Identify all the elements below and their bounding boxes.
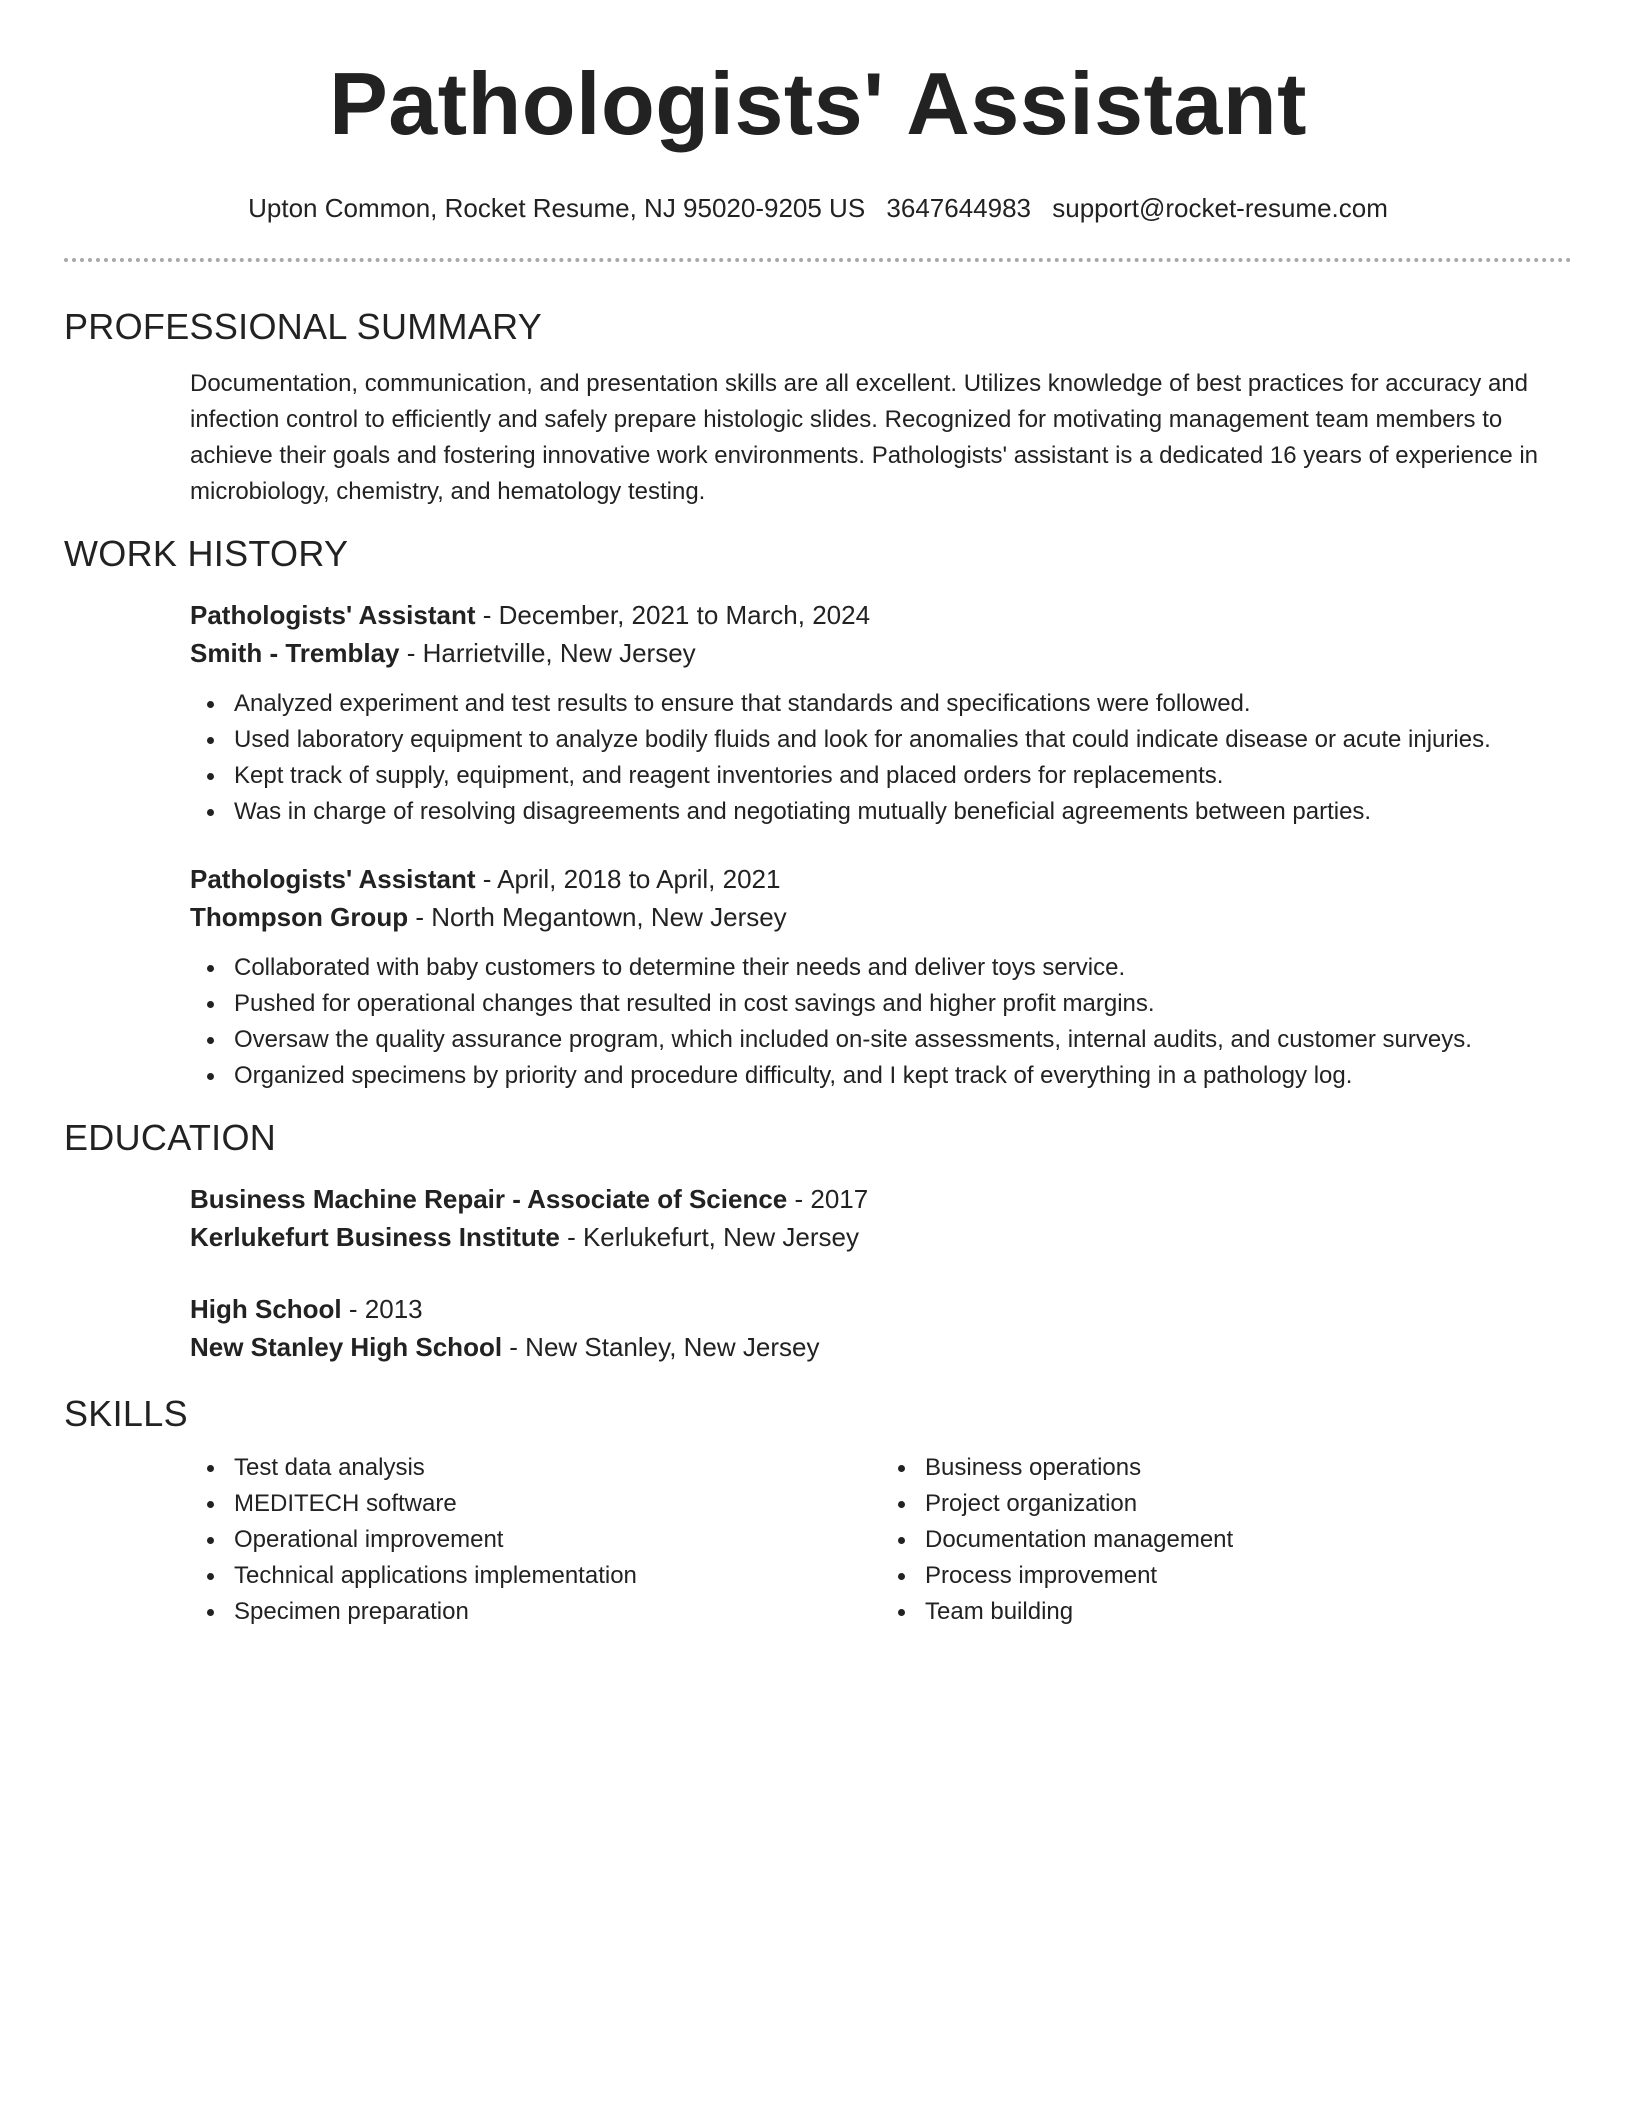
job-location: - Harrietville, New Jersey: [399, 638, 696, 668]
job-duty-item: Oversaw the quality assurance program, which included on-site assessments, internal audits, and customer surveys.: [234, 1022, 1572, 1058]
contact-line: [64, 192, 1572, 224]
job-company: Thompson Group: [190, 902, 409, 932]
job-duty-item: Used laboratory equipment to analyze bodily fluids and look for anomalies that could indicate disease or acute injuries.: [234, 722, 1572, 758]
education-degree-line: [190, 1290, 1572, 1328]
skill-item: Technical applications implementation: [234, 1558, 881, 1594]
education-entry: [190, 1290, 1572, 1366]
education-degree-line: [190, 1180, 1572, 1218]
contact-phone: 3647644983: [886, 193, 1032, 223]
education-school: New Stanley High School: [190, 1332, 503, 1362]
job-entry: [190, 596, 1572, 830]
education-degree: High School: [190, 1294, 342, 1324]
contact-email: support@rocket-resume.com: [1052, 193, 1388, 223]
job-duty-item: Pushed for operational changes that resulted in cost savings and higher profit margins.: [234, 986, 1572, 1022]
job-duty-item: Was in charge of resolving disagreements and negotiating mutually beneficial agreements between parties.: [234, 794, 1572, 830]
skills-list-left: [190, 1450, 881, 1630]
education-degree: Business Machine Repair - Associate of Science: [190, 1184, 788, 1214]
job-title: Pathologists' Assistant: [190, 864, 476, 894]
job-duty-item: Organized specimens by priority and procedure difficulty, and I kept track of everything in a pathology log.: [234, 1058, 1572, 1094]
education-heading: EDUCATION: [64, 1117, 277, 1158]
job-duties: [190, 950, 1572, 1094]
job-company-line: [190, 634, 1572, 672]
job-dates: - December, 2021 to March, 2024: [475, 600, 871, 630]
skills-heading: SKILLS: [64, 1393, 188, 1434]
skill-item: Project organization: [925, 1486, 1572, 1522]
skill-item: Specimen preparation: [234, 1594, 881, 1630]
education-location: - New Stanley, New Jersey: [502, 1332, 820, 1362]
skill-item: Operational improvement: [234, 1522, 881, 1558]
work-history-section: [190, 596, 1572, 1094]
job-dates: - April, 2018 to April, 2021: [475, 864, 781, 894]
header-divider: [64, 258, 1572, 262]
skill-item: Process improvement: [925, 1558, 1572, 1594]
skills-section: [190, 1450, 1572, 1630]
education-year: - 2013: [341, 1294, 423, 1324]
job-duties: [190, 686, 1572, 830]
skill-item: MEDITECH software: [234, 1486, 881, 1522]
contact-address: Upton Common, Rocket Resume, NJ 95020-9205 US: [248, 193, 866, 223]
job-title-line: [190, 596, 1572, 634]
education-school: Kerlukefurt Business Institute: [190, 1222, 560, 1252]
education-location: - Kerlukefurt, New Jersey: [559, 1222, 859, 1252]
education-entry: [190, 1180, 1572, 1256]
skill-item: Test data analysis: [234, 1450, 881, 1486]
summary-heading: PROFESSIONAL SUMMARY: [64, 306, 543, 347]
resume-page: [64, 0, 1572, 1630]
skill-item: Business operations: [925, 1450, 1572, 1486]
job-location: - North Megantown, New Jersey: [408, 902, 787, 932]
education-year: - 2017: [787, 1184, 869, 1214]
education-school-line: [190, 1218, 1572, 1256]
education-school-line: [190, 1328, 1572, 1366]
job-entry: [190, 860, 1572, 1094]
skill-item: Documentation management: [925, 1522, 1572, 1558]
summary-text: Documentation, communication, and presentation skills are all excellent. Utilizes knowledge of best practices for accuracy and infection control to efficiently and safely prepare histologic slides. Recognized for motivating management team members to achieve their goals and fostering innovative work environments. Pathologists' assistant is a dedicated 16 years of experience in microbiology, chemistry, and hematology testing.: [190, 370, 1539, 505]
education-section: [190, 1180, 1572, 1366]
skill-item: Team building: [925, 1594, 1572, 1630]
skills-list-right: [881, 1450, 1572, 1630]
work-history-heading: WORK HISTORY: [64, 533, 349, 574]
job-title: Pathologists' Assistant: [190, 600, 476, 630]
resume-name: Pathologists' Assistant: [329, 54, 1307, 153]
summary-section: [190, 366, 1572, 510]
job-duty-item: Analyzed experiment and test results to ensure that standards and specifications were followed.: [234, 686, 1572, 722]
job-company-line: [190, 898, 1572, 936]
job-company: Smith - Tremblay: [190, 638, 400, 668]
job-title-line: [190, 860, 1572, 898]
job-duty-item: Kept track of supply, equipment, and reagent inventories and placed orders for replacements.: [234, 758, 1572, 794]
job-duty-item: Collaborated with baby customers to determine their needs and deliver toys service.: [234, 950, 1572, 986]
